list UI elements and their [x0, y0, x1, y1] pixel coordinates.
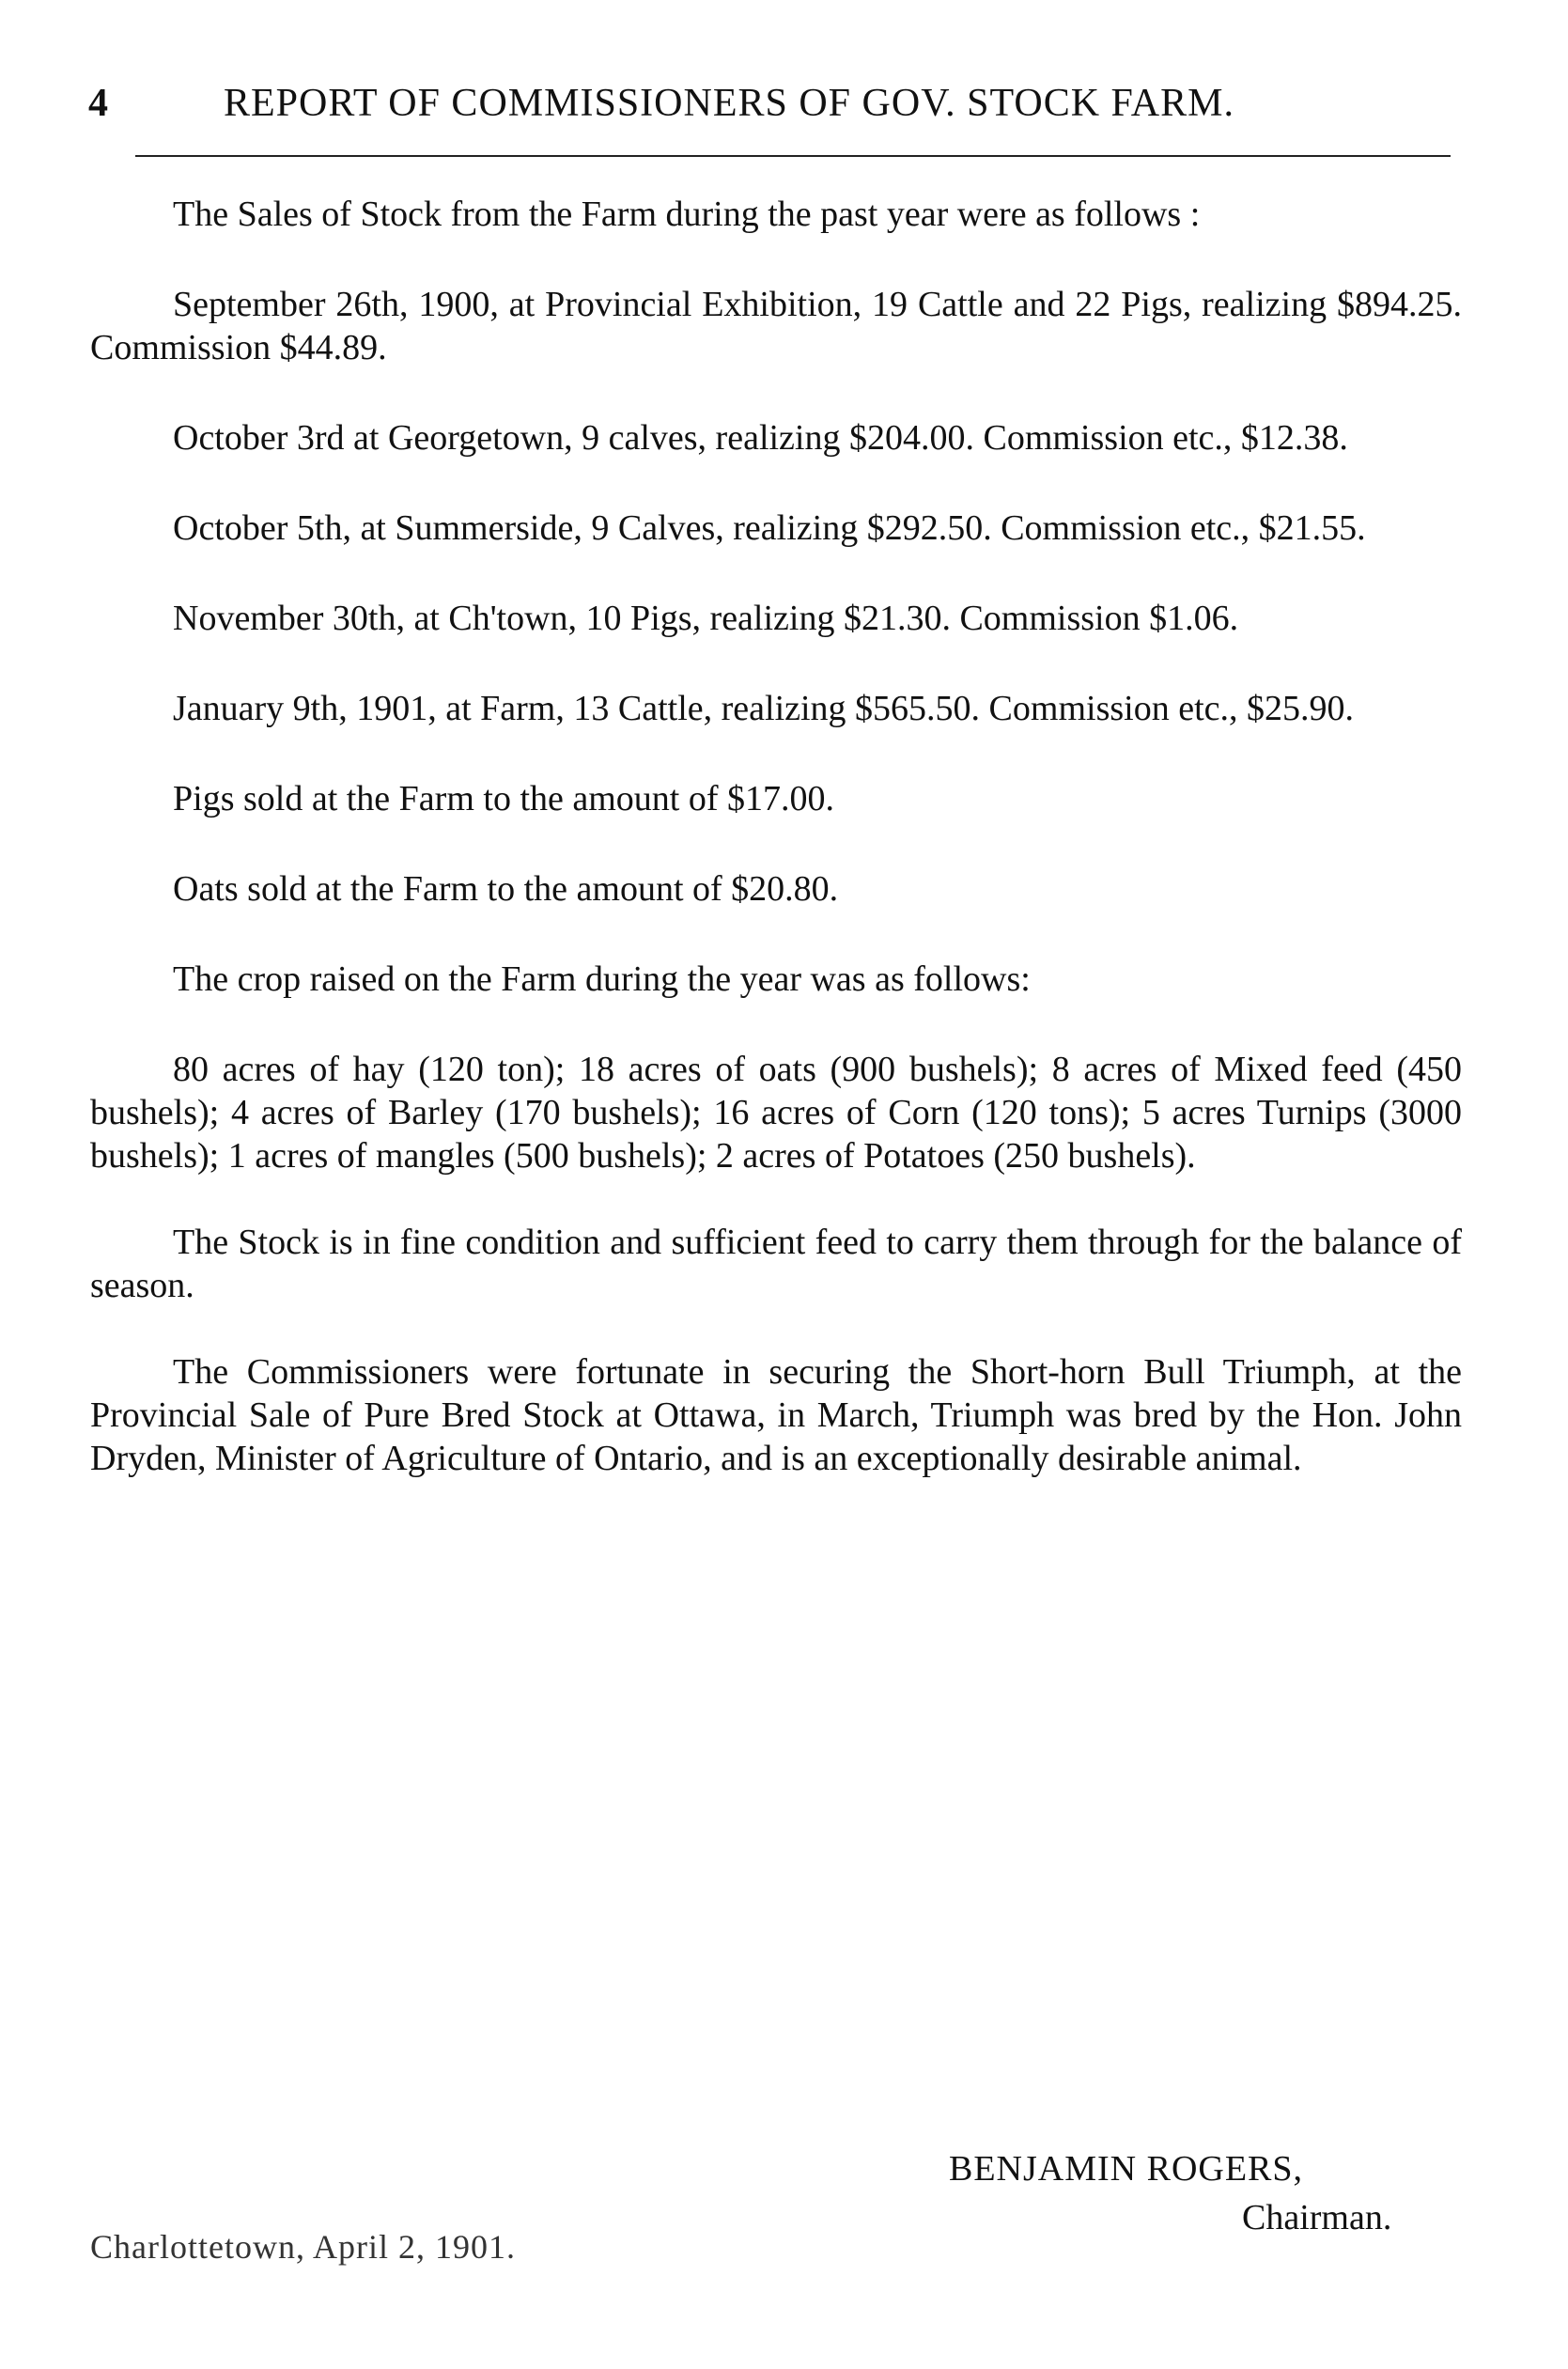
- signatory-name: BENJAMIN ROGERS,: [949, 2149, 1304, 2189]
- dateline: Charlottetown, April 2, 1901.: [90, 2228, 516, 2266]
- paragraph-sales-intro: The Sales of Stock from the Farm during the past year were as follows :: [173, 195, 1201, 234]
- paragraph-sale-september: September 26th, 1900, at Provincial Exhibition, 19 Cattle and 22 Pigs, realizing $894.25. Commission $44.89.: [90, 285, 1462, 367]
- signature-block: [949, 2144, 1391, 2242]
- paragraph-sale-october-3: October 3rd at Georgetown, 9 calves, realizing $204.00. Commission etc., $12.38.: [173, 418, 1348, 458]
- paragraph-stock-condition: The Stock is in fine condition and sufficient feed to carry them through for the balance of season.: [90, 1223, 1462, 1305]
- signatory-title: Chairman.: [1242, 2198, 1392, 2237]
- paragraph-pigs-sold: Pigs sold at the Farm to the amount of $17.00.: [173, 779, 835, 818]
- paragraph-oats-sold: Oats sold at the Farm to the amount of $20.80.: [173, 869, 839, 909]
- paragraph-sale-january: January 9th, 1901, at Farm, 13 Cattle, realizing $565.50. Commission etc., $25.90.: [173, 689, 1354, 728]
- paragraph-bull-purchase: The Commissioners were fortunate in securing the Short-horn Bull Triumph, at the Provincial Sale of Pure Bred Stock at Ottawa, in March, Triumph was bred by the Hon. John Dryden, Minister of Agriculture of Ontario, and is an exceptionally desirable animal.: [90, 1352, 1462, 1478]
- paragraph-crop-intro: The crop raised on the Farm during the year was as follows:: [173, 959, 1031, 999]
- header-rule: [135, 155, 1451, 157]
- page-header: [83, 73, 1454, 130]
- page-number: 4: [88, 82, 108, 125]
- body-text: [90, 193, 1462, 1527]
- running-title: REPORT OF COMMISSIONERS OF GOV. STOCK FARM.: [224, 82, 1234, 125]
- paragraph-sale-november: November 30th, at Ch'town, 10 Pigs, realizing $21.30. Commission $1.06.: [173, 599, 1239, 638]
- paragraph-crop-details: 80 acres of hay (120 ton); 18 acres of oats (900 bushels); 8 acres of Mixed feed (450 bushels); 4 acres of Barley (170 bushels); 16 acres of Corn (120 tons); 5 acres Turnips (3000 bushels); 1 acres of mangles (500 bushels); 2 acres of Potatoes (250 bushels).: [90, 1050, 1462, 1176]
- paragraph-sale-october-5: October 5th, at Summerside, 9 Calves, realizing $292.50. Commission etc., $21.55.: [173, 508, 1366, 548]
